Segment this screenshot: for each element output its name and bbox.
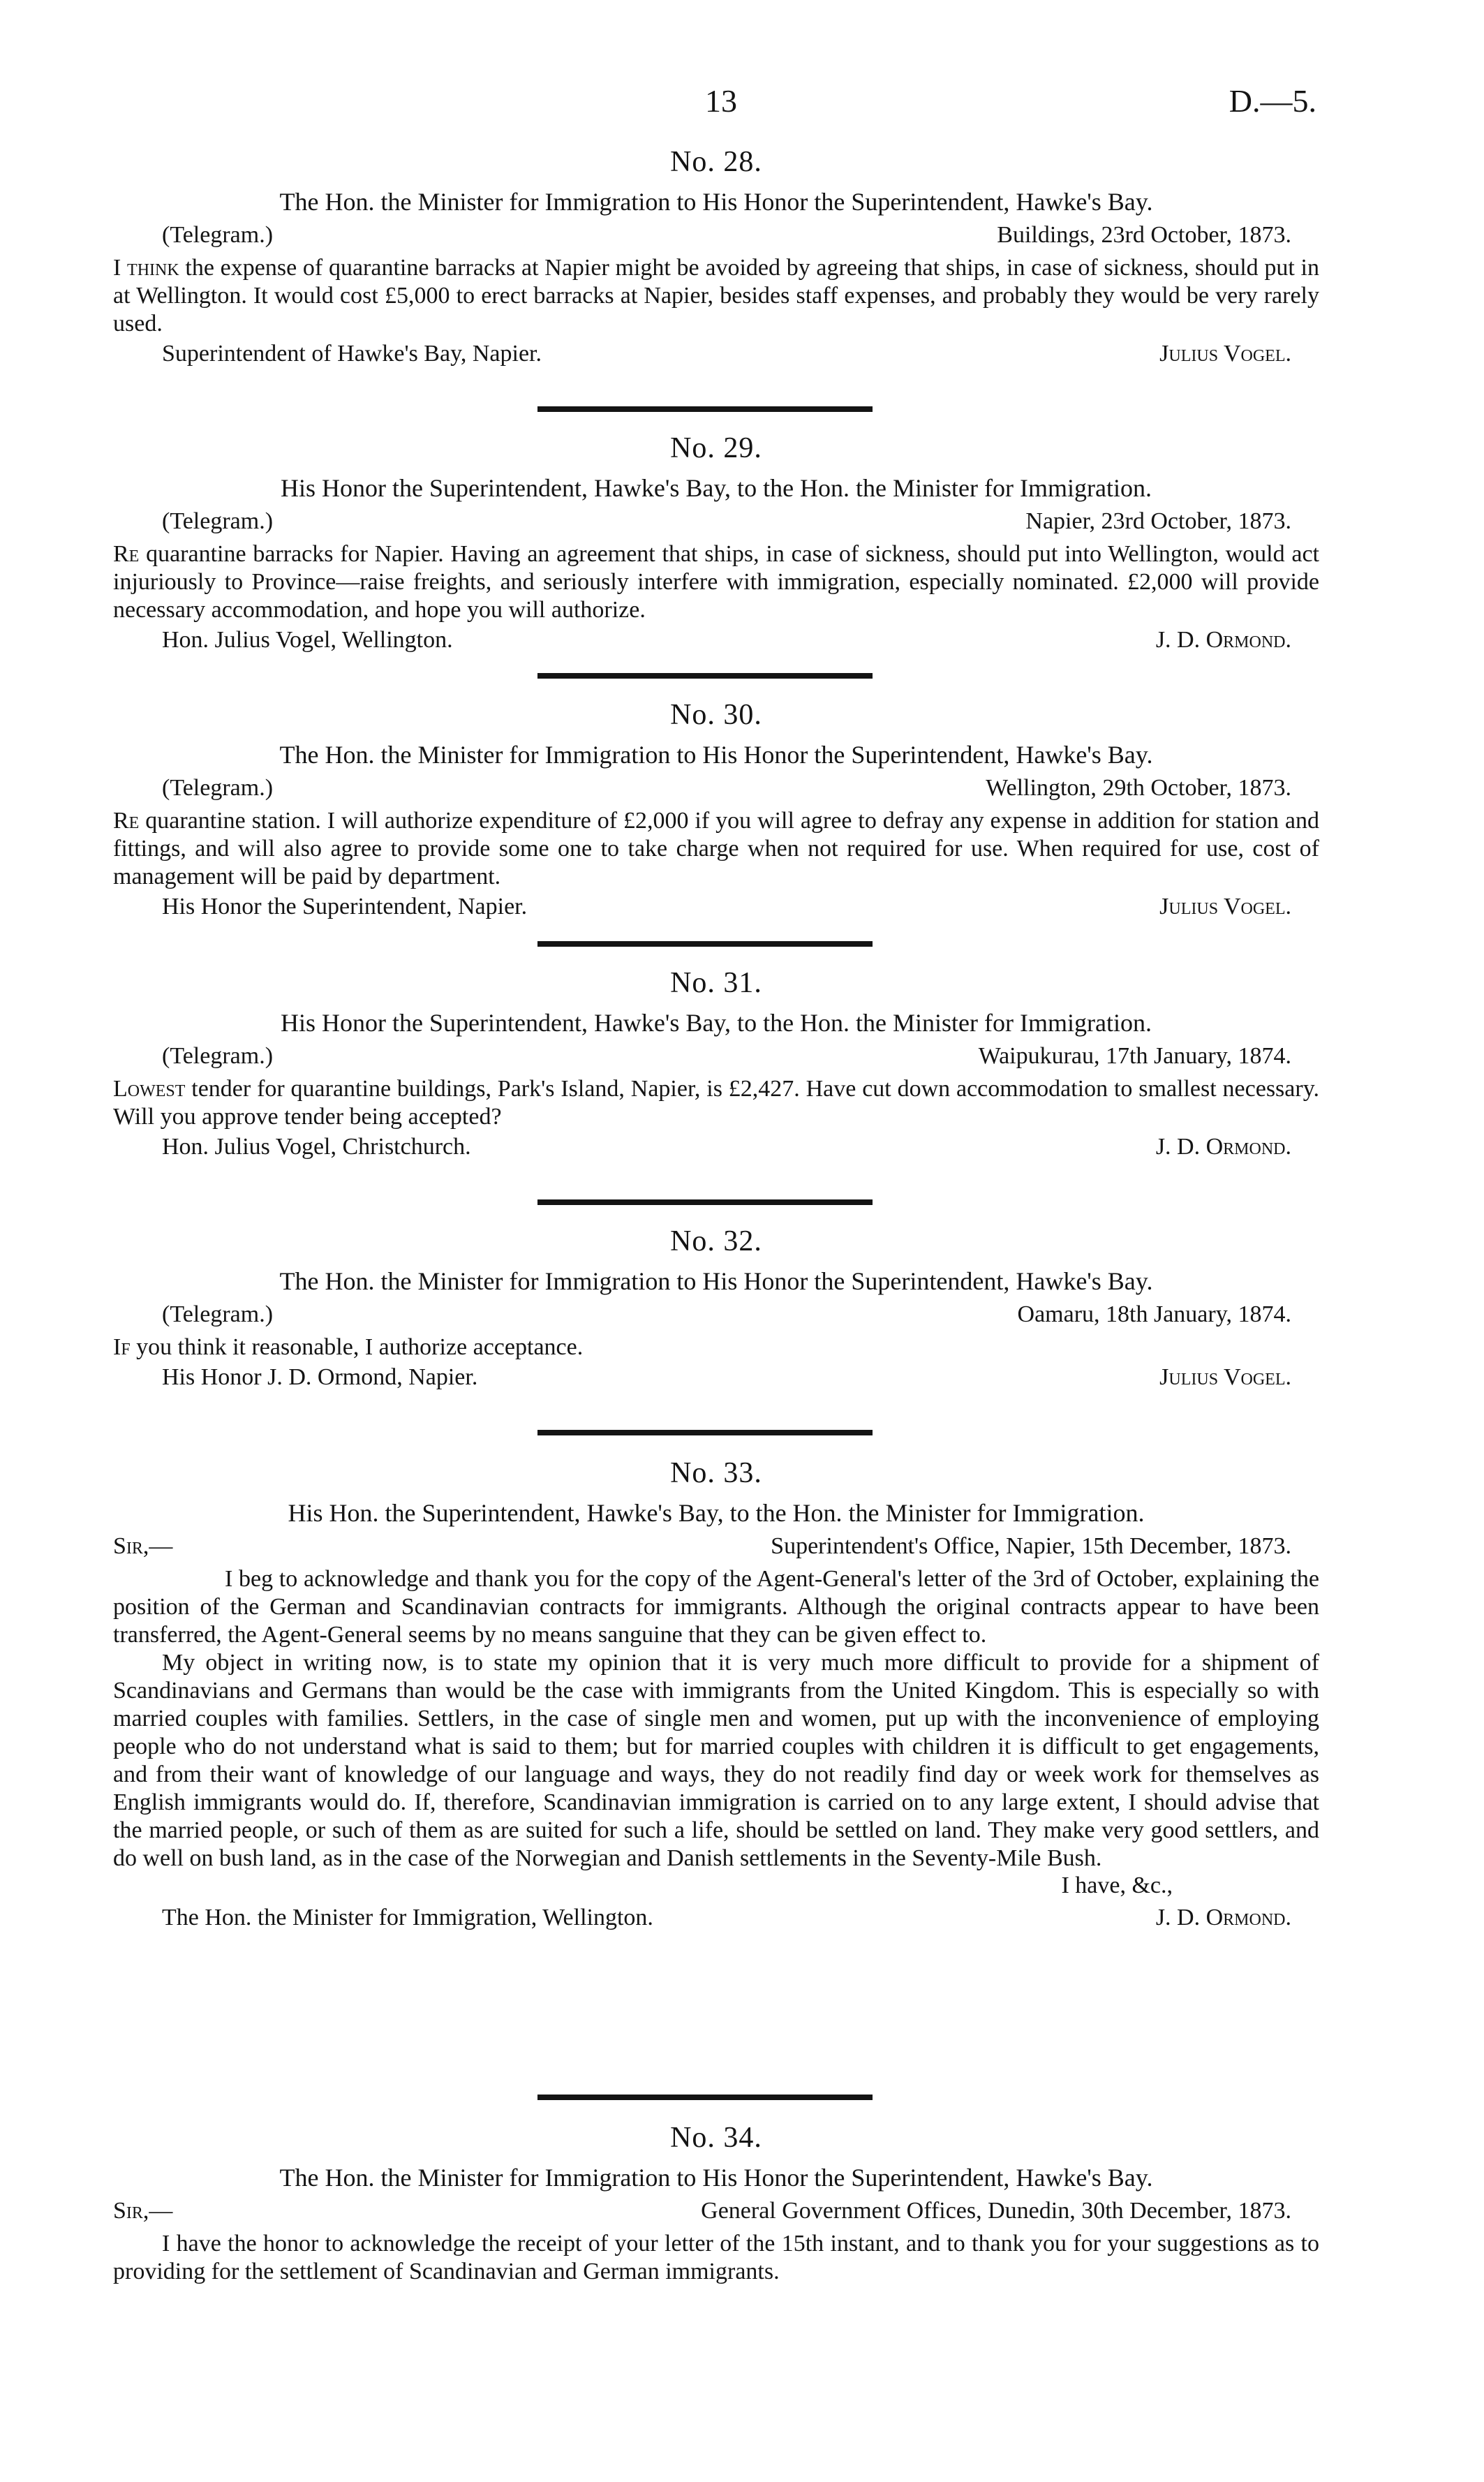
letter-meta xyxy=(113,1533,1319,1565)
signature: Julius Vogel. xyxy=(1159,1364,1291,1390)
signature-line xyxy=(113,1134,1319,1166)
signature: J. D. Ormond. xyxy=(1155,1905,1291,1930)
closing-line xyxy=(113,1872,1319,1902)
lead-word: I think xyxy=(113,255,179,281)
section-heading: No. 33. xyxy=(670,1457,762,1489)
section-address: The Hon. the Minister for Immigration to His Honor the Superintendent, Hawke's Bay. xyxy=(279,188,1153,216)
body-text: the expense of quarantine barracks at Napier might be avoided by agreeing that ships, in case of sickness, should put in at Wellington. It would cost £5,000 to erect barracks at Napier, besides staff expenses, and probably they would be very rarely used. xyxy=(113,255,1319,337)
section-address: The Hon. the Minister for Immigration to His Honor the Superintendent, Hawke's Bay. xyxy=(279,1267,1153,1295)
recipient: The Hon. the Minister for Immigration, Wellington. xyxy=(162,1905,653,1930)
section-no-33 xyxy=(113,1456,1319,1937)
recipient: Hon. Julius Vogel, Christchurch. xyxy=(162,1134,471,1160)
signature: Julius Vogel. xyxy=(1159,341,1291,367)
section-divider xyxy=(537,941,873,947)
telegram-label: (Telegram.) xyxy=(162,508,274,534)
place-date: Napier, 23rd October, 1873. xyxy=(1025,508,1291,534)
section-no-32 xyxy=(113,1225,1319,1396)
signature: J. D. Ormond. xyxy=(1155,627,1291,653)
section-body xyxy=(113,1334,1319,1361)
section-address: The Hon. the Minister for Immigration to His Honor the Superintendent, Hawke's Bay. xyxy=(279,741,1153,769)
section-no-34 xyxy=(113,2121,1319,2286)
section-divider xyxy=(537,406,873,412)
section-meta xyxy=(113,222,1319,254)
section-meta xyxy=(113,508,1319,540)
document-reference: D.—5. xyxy=(1229,83,1316,119)
section-meta xyxy=(113,1043,1319,1075)
letter-paragraph: My object in writing now, is to state my opinion that it is very much more difficult to provide for a shipment of Scandinavians and Germans than would be the case with immigrants from the United Kingdom. This is especially so with married couples with families. Settlers, in the case of single men and women, put up with the inconvenience of employing people who do not understand what is said to them; but for married couples with children it is difficult to get engagements, and from their want of knowledge of our language and ways, they do not readily find day or week work for themselves as English immigrants would do. If, therefore, Scandinavian immigration is carried on to any large extent, I should advise that the married people, or such of them as are suited for such a life, should be settled on land. They make very good settlers, and do well on bush land, as in the case of the Norwegian and Danish settlements in the Seventy-Mile Bush. xyxy=(113,1650,1319,1871)
letter-meta xyxy=(113,2198,1319,2230)
telegram-label: (Telegram.) xyxy=(162,1301,274,1327)
section-address: The Hon. the Minister for Immigration to His Honor the Superintendent, Hawke's Bay. xyxy=(279,2164,1153,2192)
section-heading: No. 32. xyxy=(670,1225,762,1257)
section-heading: No. 28. xyxy=(670,146,762,178)
place-date: Wellington, 29th October, 1873. xyxy=(986,775,1291,801)
signature-line xyxy=(113,341,1319,373)
section-heading: No. 30. xyxy=(670,699,762,731)
recipient: His Honor J. D. Ormond, Napier. xyxy=(162,1364,478,1390)
place-date: Waipukurau, 17th January, 1874. xyxy=(978,1043,1291,1069)
section-meta xyxy=(113,1301,1319,1334)
section-divider xyxy=(537,673,873,679)
section-no-31 xyxy=(113,966,1319,1166)
recipient: Hon. Julius Vogel, Wellington. xyxy=(162,627,453,653)
section-no-30 xyxy=(113,698,1319,926)
lead-word: Re xyxy=(113,808,140,834)
section-heading: No. 34. xyxy=(670,2122,762,2154)
recipient: His Honor the Superintendent, Napier. xyxy=(162,894,528,919)
body-text: you think it reasonable, I authorize acceptance. xyxy=(130,1334,584,1360)
body-text: quarantine barracks for Napier. Having an agreement that ships, in case of sickness, should put into Wellington, would act injuriously to Province—raise freights, and seriously interfere with immigration, especially nominated. £2,000 will provide necessary accommodation, and hope you will authorize. xyxy=(113,541,1319,623)
place-date: Superintendent's Office, Napier, 15th December, 1873. xyxy=(771,1533,1291,1559)
place-date: General Government Offices, Dunedin, 30th December, 1873. xyxy=(701,2198,1291,2224)
signature-line xyxy=(113,1905,1319,1937)
section-address: His Honor the Superintendent, Hawke's Bay, to the Hon. the Minister for Immigration. xyxy=(281,474,1152,502)
section-divider xyxy=(537,2095,873,2100)
telegram-label: (Telegram.) xyxy=(162,1043,274,1069)
closing: I have, &c., xyxy=(1061,1872,1173,1898)
section-heading: No. 29. xyxy=(670,432,762,464)
lead-word: Re xyxy=(113,541,140,567)
section-divider xyxy=(537,1199,873,1205)
section-address: His Honor the Superintendent, Hawke's Bay, to the Hon. the Minister for Immigration. xyxy=(281,1009,1152,1037)
lead-word: If xyxy=(113,1334,131,1360)
signature: J. D. Ormond. xyxy=(1155,1134,1291,1160)
section-divider xyxy=(537,1430,873,1435)
section-heading: No. 31. xyxy=(670,967,762,999)
place-date: Buildings, 23rd October, 1873. xyxy=(997,222,1291,248)
body-text: tender for quarantine buildings, Park's Island, Napier, is £2,427. Have cut down accommodation to smallest necessary. Will you approve tender being accepted? xyxy=(113,1076,1319,1130)
page-header xyxy=(0,82,1484,131)
lead-word: Lowest xyxy=(113,1076,186,1102)
letter-paragraph: I have the honor to acknowledge the receipt of your letter of the 15th instant, and to thank you for your suggestions as to providing for the settlement of Scandinavian and German immigrants. xyxy=(113,2231,1319,2284)
section-body xyxy=(113,540,1319,624)
section-no-29 xyxy=(113,431,1319,659)
page-number: 13 xyxy=(705,83,737,119)
signature-line xyxy=(113,894,1319,926)
section-body xyxy=(113,1075,1319,1131)
salutation: Sir,— xyxy=(113,2198,173,2224)
section-address: His Hon. the Superintendent, Hawke's Bay, to the Hon. the Minister for Immigration. xyxy=(288,1499,1145,1527)
signature: Julius Vogel. xyxy=(1159,894,1291,919)
letter-paragraph: I beg to acknowledge and thank you for the copy of the Agent-General's letter of the 3rd of October, explaining the position of the German and Scandinavian contracts for immigrants. Although the original contracts appear to have been transferred, the Agent-General seems by no means sanguine that they can be given effect to. xyxy=(113,1566,1319,1648)
recipient: Superintendent of Hawke's Bay, Napier. xyxy=(162,341,542,367)
body-text: quarantine station. I will authorize expenditure of £2,000 if you will agree to defray any expense in addition for station and fittings, and will also agree to provide some one to take charge when not required for use. When required for use, cost of management will be paid by department. xyxy=(113,808,1319,889)
section-meta xyxy=(113,775,1319,807)
place-date: Oamaru, 18th January, 1874. xyxy=(1017,1301,1291,1327)
section-no-28 xyxy=(113,145,1319,373)
telegram-label: (Telegram.) xyxy=(162,775,274,801)
signature-line xyxy=(113,627,1319,659)
signature-line xyxy=(113,1364,1319,1396)
salutation: Sir,— xyxy=(113,1533,173,1559)
section-body xyxy=(113,254,1319,338)
section-body xyxy=(113,807,1319,891)
telegram-label: (Telegram.) xyxy=(162,222,274,248)
